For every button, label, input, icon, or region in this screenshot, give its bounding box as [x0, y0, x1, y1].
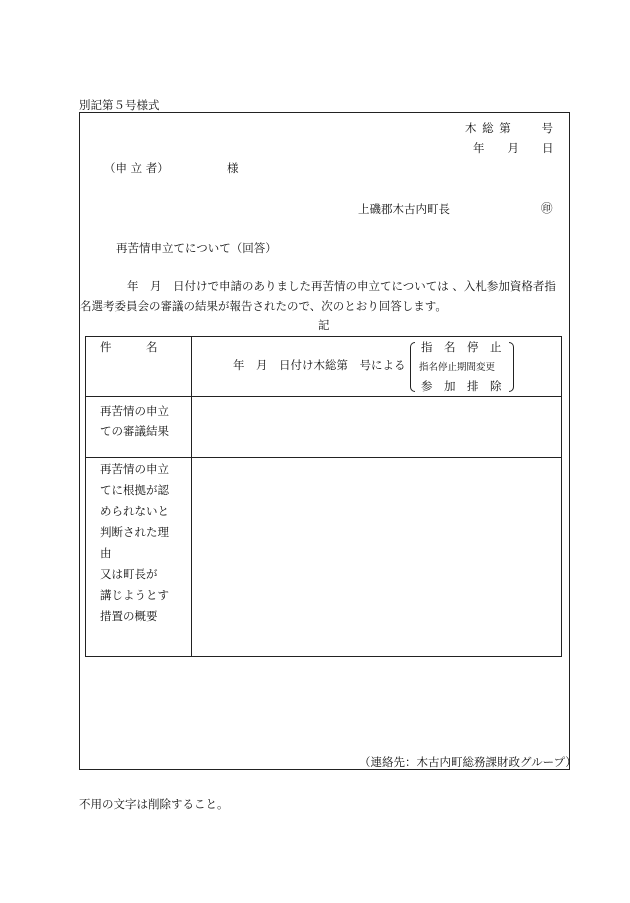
body-text-line-1: 年 月 日付けで申請のありました再苦情の申立てについては 、入札参加資格者指: [127, 279, 556, 293]
option-exclusion: 参 加 排 除: [421, 379, 502, 393]
reason-label-line: 由: [100, 546, 112, 560]
right-bracket: [509, 342, 514, 392]
row-divider: [86, 396, 561, 397]
result-label-line: 再苦情の申立: [100, 404, 169, 418]
form-label: 別記第５号様式: [79, 98, 160, 112]
row-divider: [86, 457, 561, 458]
subject-line: 再苦情申立てについて（回答）: [116, 241, 277, 255]
reason-label-line: 講じようとす: [100, 588, 169, 602]
reason-label-line: 判断された理: [100, 525, 169, 539]
document-number: 木 総 第 号: [465, 121, 554, 135]
subject-row-content: 年 月 日付け木総第 号による: [233, 358, 406, 372]
reason-label-line: 措置の概要: [100, 609, 158, 623]
left-bracket: [410, 342, 415, 392]
subject-row-label: 件 名: [100, 340, 158, 354]
issuer-name: 上磯郡木古内町長: [358, 202, 450, 216]
honorific-sama: 様: [227, 161, 239, 175]
reason-label-line: てに根拠が認: [100, 483, 169, 497]
ki-heading: 記: [318, 318, 330, 332]
reason-label-line: 再苦情の申立: [100, 462, 169, 476]
body-text-line-2: 名選考委員会の審議の結果が報告されたので、次のとおり回答します。: [80, 299, 447, 313]
column-divider: [191, 337, 192, 656]
seal-mark: ㊞: [541, 201, 553, 215]
reason-label-line: 又は町長が: [100, 567, 158, 581]
date-line: 年 月 日: [473, 141, 554, 155]
contact-info: （連絡先：木古内町総務課財政グループ）: [359, 755, 577, 769]
reason-label-line: められないと: [100, 504, 169, 518]
option-suspension: 指 名 停 止: [421, 340, 502, 354]
applicant-label: （申 立 者）: [104, 161, 169, 175]
option-period-change: 指名停止期間変更: [419, 362, 496, 373]
result-label-line: ての審議結果: [100, 424, 169, 438]
footer-note: 不用の文字は削除すること。: [79, 797, 229, 811]
